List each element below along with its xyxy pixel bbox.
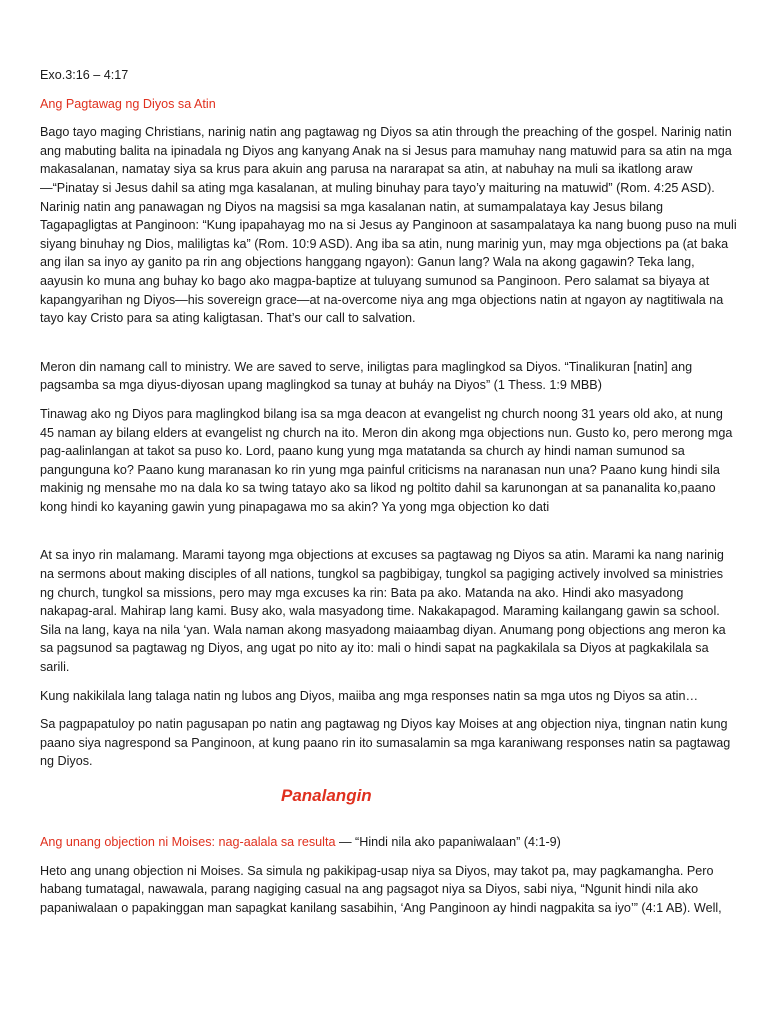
paragraph-call-to-salvation: Bago tayo maging Christians, narinig natin ang pagtawag ng Diyos sa atin through the preaching of the gospel. Narinig natin ang mabuting balita na ipinadala ng Diyos ang kanyang Anak na si Jesus para mamuhay nang matuwid para sa atin na mga makasalanan, namatay siya sa krus para akuin ang parusa na nararapat sa atin, at nabuhay na muli sa ikatlong araw —“Pinatay si Jesus dahil sa ating mga kasalanan, at muling binuhay para tayo’y maituring na matuwid” (Rom. 4:25 ASD). Narinig natin ang panawagan ng Diyos na magsisi sa mga kasalanan natin, at sumampalataya kay Jesus bilang Tagapagligtas at Panginoon: “Kung ipapahayag mo na si Jesus ay Panginoon at sasampalataya ka nang buong puso na muli siyang binuhay ng Dios, maliligtas ka” (Rom. 10:9 ASD). Ang iba sa atin, nung marinig yun, may mga objections pa (at baka ang ilan sa inyo ay ganito pa rin ang objections hanggang ngayon): Ganun lang? Wala na akong gagawin? Teka lang, aayusin ko muna ang buhay ko bago ako magpa-baptize at tuluyang sumunod sa Panginoon. Pero salamat sa biyaya at kapangyarihan ng Diyos—his sovereign grace—at na-overcome niya ang mga objections natin at ngayon ay nagtitiwala na tayo kay Cristo para sa ating kaligtasan. That’s our call to salvation.	[40, 125, 737, 326]
paragraph-call-to-ministry: Meron din namang call to ministry. We are saved to serve, iniligtas para maglingkod sa Diyos. “Tinalikuran [natin] ang pagsamba sa mga diyus-diyosan upang maglingkod sa tunay at buháy na Diyos” (1 Thess. 1:9 MBB)	[40, 359, 693, 393]
paragraph-first-objection: Heto ang unang objection ni Moises. Sa simula ng pakikipag-usap niya sa Diyos, may takot pa, may pagkamangha. Pero habang tumatagal, nawawala, parang nagiging casual na ang pagsagot niya sa Diyos, sabi niya, “Ngunit hindi nila ako papaniwalaan o papakinggan man sapagkat kanilang sasabihin, ‘Ang Panginoon ay hindi nagpakita sa iyo’” (4:1 AB). Well,	[40, 863, 722, 915]
paragraph-knowing-god: Kung nakikilala lang talaga natin ng lubos ang Diyos, maiiba ang mga responses natin sa mga utos ng Diyos sa atin…	[40, 688, 699, 703]
objection-subtitle: — “Hindi nila ako papaniwalaan” (4:1-9)	[335, 835, 561, 849]
section-title: Ang Pagtawag ng Diyos sa Atin	[40, 96, 216, 111]
paragraph-personal-testimony: Tinawag ako ng Diyos para maglingkod bilang isa sa mga deacon at evangelist ng church noong 31 years old ako, at nung 45 naman ay bilang elders at evangelist ng church na ito. Meron din akong mga objections nun. Gusto ko, pero merong mga pag-aalinlangan at takot sa puso ko. Lord, paano kung yung mga matatanda sa church ay hindi naman sumunod sa pangunguna ko? Paano kung maranasan ko rin yung mga painful criticisms na naranasan nun una? Paano kung hindi sila makinig ng mensahe mo na dala ko sa twing tatayo ako sa likod ng poltito dahil sa karunongan at sa pananalita ko,paano kong hindi ko kayaning gawin yung pinapagawa mo sa akin? Ya yong mga objection ko dati	[40, 406, 733, 514]
paragraph-moses-intro: Sa pagpapatuloy po natin pagusapan po natin ang pagtawag ng Diyos kay Moises at ang objection niya, tingnan natin kung paano siya nagrespond sa Panginoon, at kung paano rin ito sumasalamin sa mga karaniwang responses natin sa pagtawag ng Diyos.	[40, 717, 731, 769]
prayer-heading: Panalangin	[281, 786, 372, 805]
objection-heading-line	[40, 833, 738, 852]
paragraph-excuses: At sa inyo rin malamang. Marami tayong mga objections at excuses sa pagtawag ng Diyos sa atin. Marami ka nang narinig na sermons about making disciples of all nations, tungkol sa pagbibigay, tungkol sa pagiging actively involved sa ministries ng church, tungkol sa missions, pero may mga excuses ka rin: Bata pa ako. Matanda na ako. Hindi ako masyadong nakapag-aral. Mahirap lang kami. Busy ako, wala masyadong time. Nakakapagod. Maraming kailangang gawin sa school. Sila na lang, kaya na nila ‘yan. Wala naman akong masyadong maiaambag diyan. Anumang pong objections ang meron ka sa pagsunod sa pagtawag ng Diyos, ang ugat po nito ay ito: mali o hindi sapat na pagkakilala sa Diyos at pagkakilala sa sarili.	[40, 548, 726, 675]
objection-heading: Ang unang objection ni Moises: nag-aalala sa resulta	[40, 835, 336, 849]
scripture-reference: Exo.3:16 – 4:17	[40, 68, 129, 82]
